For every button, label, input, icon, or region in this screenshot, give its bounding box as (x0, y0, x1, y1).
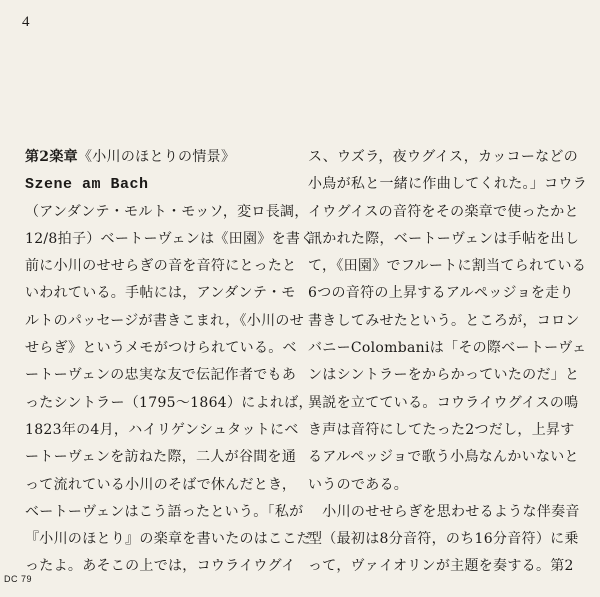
left-column (25, 144, 315, 581)
text-line: 書きしてみせたという。ところが，コロン (308, 312, 580, 329)
text-line: 6つの音符の上昇するアルペッジョを走り (308, 285, 574, 302)
movement-heading (25, 144, 295, 171)
text-line: いうのである。 (308, 476, 409, 493)
text-line: 前に小川のせせらぎの音を音符にとったと (25, 258, 297, 275)
text-line: 小鳥が私と一緒に作曲してくれた。」コウラ (308, 176, 587, 193)
text-line: 『小川のほとり』の楽章を書いたのはここだ (25, 531, 311, 548)
text-line: ス、ウズラ，夜ウグイス，カッコーなどの (308, 149, 579, 165)
text-line: 異説を立てている。コウライウグイスの鳴 (308, 394, 579, 411)
text-line: ベートーヴェンはこう語ったという。「私が (25, 503, 304, 520)
text-line: って流れている小川のそばで休んだとき， (25, 476, 297, 493)
text-line: せらぎ》というメモがつけられている。ベ (25, 340, 297, 357)
text-line: ルトのパッセージが書きこまれ，《小川のせ (25, 312, 304, 329)
text-line: ンはシントラーをからかっていたのだ」と (308, 367, 580, 384)
text-line: バニーColombaniは「その際ベートーヴェ (308, 340, 587, 357)
text-line: ートーヴェンを訪ねた際，二人が谷間を通 (25, 449, 297, 466)
movement-subtitle: Szene am Bach (25, 176, 149, 194)
text-line: 訊かれた際，ベートーヴェンは手帖を出し (308, 230, 580, 247)
text-line: イウグイスの音符をその楽章で使ったかと (308, 203, 579, 220)
movement-title: 《小川のほとりの情景》 (77, 149, 236, 165)
text-line: 1823年の4月，ハイリゲンシュタットにベ (25, 421, 299, 438)
right-column (308, 144, 588, 581)
text-line: ったよ。あそこの上では，コウライウグイ (25, 558, 296, 575)
catalog-code: DC 79 (4, 574, 33, 584)
text-line: て，《田園》でフルートに割当てられている (308, 258, 587, 275)
movement-label: 第2楽章 (25, 149, 78, 165)
text-line: ったシントラー（1795～1864）によれば， (25, 394, 313, 411)
text-line: 型（最初は8分音符，のち16分音符）に乗 (308, 531, 579, 548)
text-line: 小川のせせらぎを思わせるような伴奏音 (308, 503, 580, 520)
text-line: ートーヴェンの忠実な友で伝記作者でもあ (25, 367, 297, 384)
text-line: いわれている。手帖には，アンダンテ・モ (25, 285, 296, 302)
text-line: き声は音符にしてたった2つだし，上昇す (308, 421, 575, 438)
text-line: って，ヴァイオリンが主題を奏する。第2 (308, 558, 574, 575)
text-line: （アンダンテ・モルト・モッソ，変ロ長調， (25, 203, 309, 220)
text-line: るアルペッジョで歌う小鳥なんかいないと (308, 449, 579, 466)
page-number: 4 (22, 14, 30, 30)
text-line: 12/8拍子）ベートーヴェンは《田園》を書く (25, 230, 315, 247)
